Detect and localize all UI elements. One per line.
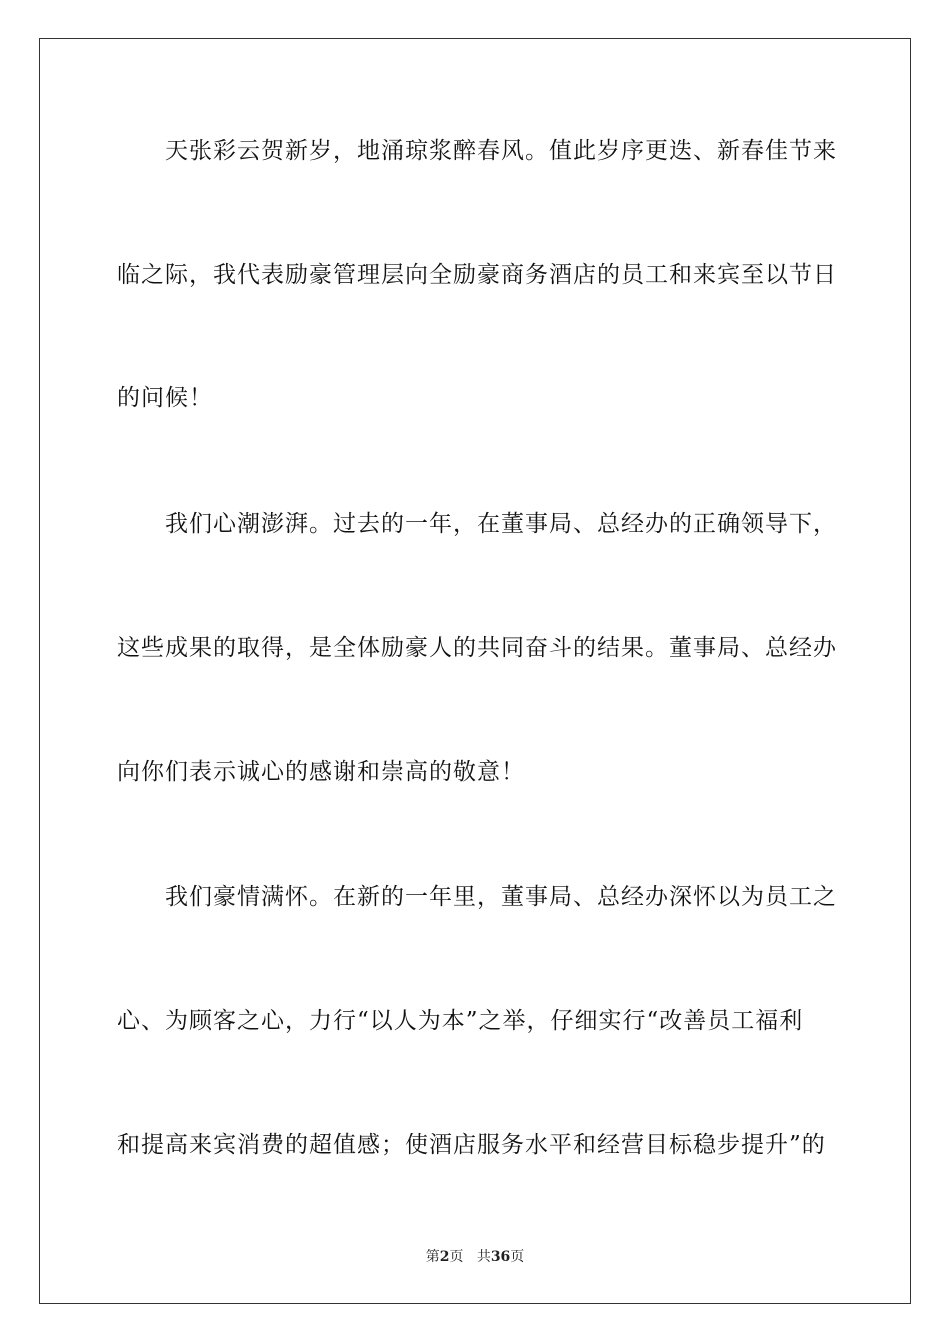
paragraph-3-line-3: 和提高来宾消费的超值感；使酒店服务水平和经营目标稳步提升”的 [117, 1132, 826, 1158]
page-border [39, 38, 911, 1304]
paragraph-1-line-1: 天张彩云贺新岁，地涌琼浆醉春风。值此岁序更迭、新春佳节来 [165, 138, 837, 164]
paragraph-2-line-3: 向你们表示诚心的感谢和崇高的敬意！ [117, 759, 525, 785]
paragraph-3-line-1: 我们豪情满怀。在新的一年里，董事局、总经办深怀以为员工之 [165, 884, 837, 910]
total-pages: 36 [490, 1249, 511, 1265]
paragraph-2-line-1: 我们心潮澎湃。过去的一年，在董事局、总经办的正确领导下， [165, 511, 837, 537]
total-suffix: 页 [510, 1249, 525, 1265]
paragraph-1-line-3: 的问候！ [117, 385, 213, 411]
page-suffix: 页 [449, 1249, 464, 1265]
page-prefix: 第 [425, 1249, 440, 1265]
paragraph-2-line-2: 这些成果的取得，是全体励豪人的共同奋斗的结果。董事局、总经办 [117, 635, 837, 661]
page-footer [0, 1246, 950, 1266]
paragraph-3-line-2: 心、为顾客之心，力行“以人为本”之举，仔细实行“改善员工福利 [117, 1008, 804, 1034]
paragraph-1-line-2: 临之际，我代表励豪管理层向全励豪商务酒店的员工和来宾至以节日 [117, 262, 837, 288]
page-number: 2 [439, 1249, 450, 1265]
total-prefix: 共 [476, 1249, 491, 1265]
